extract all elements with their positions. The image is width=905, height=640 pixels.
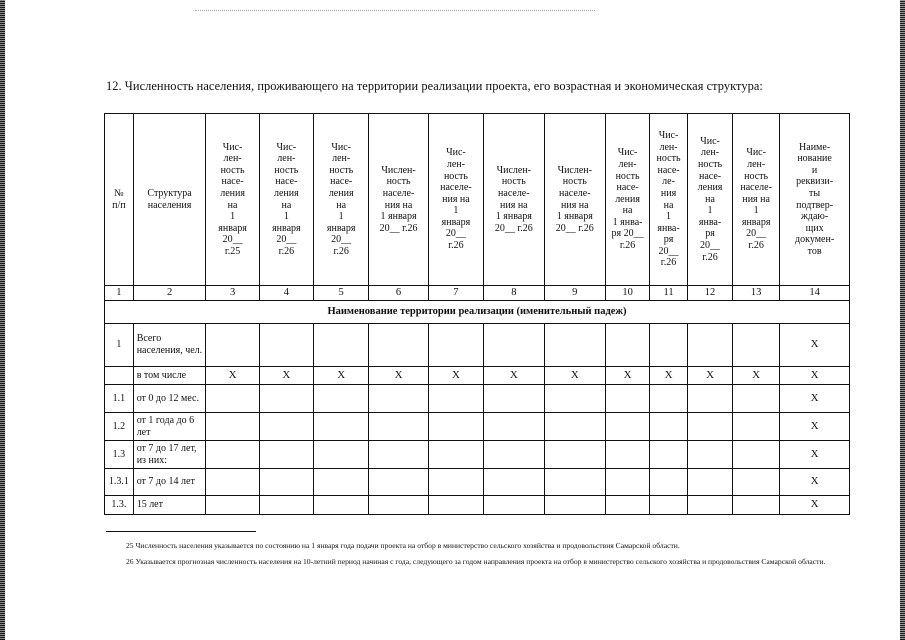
row-label: от 7 до 14 лет	[133, 469, 206, 496]
x-mark: X	[369, 367, 428, 385]
empty-cell	[650, 324, 688, 367]
empty-cell	[206, 441, 259, 469]
empty-cell	[544, 496, 605, 515]
header-cell-col9: Числен- ность населе- ния на 1 января 20__ г.26	[544, 114, 605, 286]
column-number: 12	[688, 286, 733, 301]
row-number: 1.3.	[105, 496, 134, 515]
header-cell-col6: Числен- ность населе- ния на 1 января 20__ г.26	[369, 114, 428, 286]
header-cell-col10: Чис- лен- ность насе- ления на 1 янва- ря 20__ г.26	[606, 114, 650, 286]
row-label: Всего населения, чел.	[133, 324, 206, 367]
empty-cell	[428, 496, 483, 515]
empty-cell	[650, 413, 688, 441]
footnotes	[106, 541, 832, 572]
column-number: 14	[780, 286, 850, 301]
column-number: 7	[428, 286, 483, 301]
empty-cell	[688, 496, 733, 515]
empty-cell	[544, 385, 605, 413]
x-mark: X	[733, 367, 780, 385]
empty-cell	[484, 441, 544, 469]
empty-cell	[369, 324, 428, 367]
empty-cell	[206, 413, 259, 441]
header-cell-num: № п/п	[105, 114, 134, 286]
row-label: 15 лет	[133, 496, 206, 515]
x-mark: X	[780, 385, 850, 413]
footnote-26: 26 Указывается прогнозная численность населения на 10-летний период начиная с года, следующего за годом направления проекта на отбор в министерство сельского хозяйства и продовольствия Самарской области.	[126, 556, 826, 566]
column-number: 4	[259, 286, 313, 301]
empty-cell	[206, 496, 259, 515]
empty-cell	[733, 324, 780, 367]
empty-cell	[650, 469, 688, 496]
footnote-25: 25 Численность населения указывается по состоянию на 1 января года подачи проекта на отбор в министерство сельского хозяйства и продовольствия Самарской области.	[126, 541, 680, 550]
empty-cell	[428, 413, 483, 441]
empty-cell	[606, 324, 650, 367]
empty-cell	[606, 469, 650, 496]
column-number: 3	[206, 286, 259, 301]
column-number: 6	[369, 286, 428, 301]
row-number: 1.1	[105, 385, 134, 413]
table-row	[105, 367, 850, 385]
territory-label: Наименование территории реализации (именительный падеж)	[105, 301, 850, 324]
empty-cell	[688, 413, 733, 441]
empty-cell	[428, 324, 483, 367]
empty-cell	[484, 496, 544, 515]
x-mark: X	[780, 367, 850, 385]
empty-cell	[733, 469, 780, 496]
empty-cell	[688, 441, 733, 469]
empty-cell	[259, 469, 313, 496]
empty-cell	[544, 441, 605, 469]
empty-cell	[428, 441, 483, 469]
table-row	[105, 385, 850, 413]
empty-cell	[206, 324, 259, 367]
empty-cell	[369, 413, 428, 441]
scan-edge-right	[900, 0, 905, 640]
empty-cell	[428, 385, 483, 413]
empty-cell	[688, 385, 733, 413]
empty-cell	[206, 469, 259, 496]
empty-cell	[206, 385, 259, 413]
x-mark: X	[688, 367, 733, 385]
row-number: 1.3.1	[105, 469, 134, 496]
empty-cell	[688, 324, 733, 367]
empty-cell	[606, 496, 650, 515]
row-label: от 1 года до 6 лет	[133, 413, 206, 441]
table-row	[105, 441, 850, 469]
empty-cell	[259, 496, 313, 515]
empty-cell	[650, 385, 688, 413]
x-mark: X	[780, 413, 850, 441]
row-number: 1.2	[105, 413, 134, 441]
x-mark: X	[484, 367, 544, 385]
header-cell-col13: Чис- лен- ность населе- ния на 1 января 20__ г.26	[733, 114, 780, 286]
header-cell-col4: Чис- лен- ность насе- ления на 1 января 20__ г.26	[259, 114, 313, 286]
x-mark: X	[428, 367, 483, 385]
header-row	[105, 114, 850, 286]
empty-cell	[369, 469, 428, 496]
x-mark: X	[259, 367, 313, 385]
empty-cell	[606, 413, 650, 441]
empty-cell	[650, 441, 688, 469]
empty-cell	[733, 441, 780, 469]
section-heading: 12. Численность населения, проживающего на территории реализации проекта, его возрастная и экономическая структура:	[106, 79, 763, 93]
header-cell-structure: Структура населения	[133, 114, 206, 286]
column-number-row	[105, 286, 850, 301]
scan-edge-left	[0, 0, 5, 640]
x-mark: X	[314, 367, 369, 385]
empty-cell	[369, 441, 428, 469]
table-row	[105, 469, 850, 496]
column-number: 10	[606, 286, 650, 301]
table-row	[105, 324, 850, 367]
footnote-divider	[106, 531, 256, 532]
empty-cell	[314, 496, 369, 515]
row-label: от 0 до 12 мес.	[133, 385, 206, 413]
column-number: 1	[105, 286, 134, 301]
empty-cell	[484, 469, 544, 496]
empty-cell	[259, 385, 313, 413]
table-row	[105, 413, 850, 441]
header-cell-col12: Чис- лен- ность насе- ления на 1 янва- ря 20__ г.26	[688, 114, 733, 286]
empty-cell	[259, 441, 313, 469]
header-cell-col8: Числен- ность населе- ния на 1 января 20__ г.26	[484, 114, 544, 286]
empty-cell	[733, 385, 780, 413]
empty-cell	[314, 324, 369, 367]
empty-cell	[544, 469, 605, 496]
empty-cell	[733, 496, 780, 515]
header-cell-documents: Наиме- нование и реквизи- ты подтвер- ждаю- щих докумен- тов	[780, 114, 850, 286]
row-number: 1.3	[105, 441, 134, 469]
x-mark: X	[780, 469, 850, 496]
header-cell-col11: Чис- лен- ность насе- ле- ния на 1 янва- ря 20__ г.26	[650, 114, 688, 286]
empty-cell	[259, 413, 313, 441]
empty-cell	[484, 413, 544, 441]
column-number: 11	[650, 286, 688, 301]
empty-cell	[733, 413, 780, 441]
column-number: 8	[484, 286, 544, 301]
header-cell-col7: Чис- лен- ность населе- ния на 1 января 20__ г.26	[428, 114, 483, 286]
row-label: в том числе	[133, 367, 206, 385]
empty-cell	[606, 385, 650, 413]
empty-cell	[369, 385, 428, 413]
x-mark: X	[780, 496, 850, 515]
table-row	[105, 496, 850, 515]
column-number: 5	[314, 286, 369, 301]
column-number: 13	[733, 286, 780, 301]
empty-cell	[544, 413, 605, 441]
x-mark: X	[206, 367, 259, 385]
empty-cell	[314, 413, 369, 441]
empty-cell	[428, 469, 483, 496]
empty-cell	[259, 324, 313, 367]
empty-cell	[314, 385, 369, 413]
x-mark: X	[650, 367, 688, 385]
empty-cell	[314, 441, 369, 469]
empty-cell	[484, 324, 544, 367]
population-table	[104, 113, 850, 515]
x-mark: X	[780, 441, 850, 469]
x-mark: X	[544, 367, 605, 385]
empty-cell	[606, 441, 650, 469]
row-label: от 7 до 17 лет, из них:	[133, 441, 206, 469]
row-number: 1	[105, 324, 134, 367]
empty-cell	[484, 385, 544, 413]
empty-cell	[650, 496, 688, 515]
empty-cell	[544, 324, 605, 367]
scan-top-rule	[195, 10, 595, 11]
header-cell-col3: Чис- лен- ность насе- ления на 1 января 20__ г.25	[206, 114, 259, 286]
x-mark: X	[780, 324, 850, 367]
column-number: 9	[544, 286, 605, 301]
territory-row	[105, 301, 850, 324]
column-number: 2	[133, 286, 206, 301]
empty-cell	[688, 469, 733, 496]
empty-cell	[369, 496, 428, 515]
row-number	[105, 367, 134, 385]
x-mark: X	[606, 367, 650, 385]
header-cell-col5: Чис- лен- ность насе- ления на 1 января 20__ г.26	[314, 114, 369, 286]
empty-cell	[314, 469, 369, 496]
